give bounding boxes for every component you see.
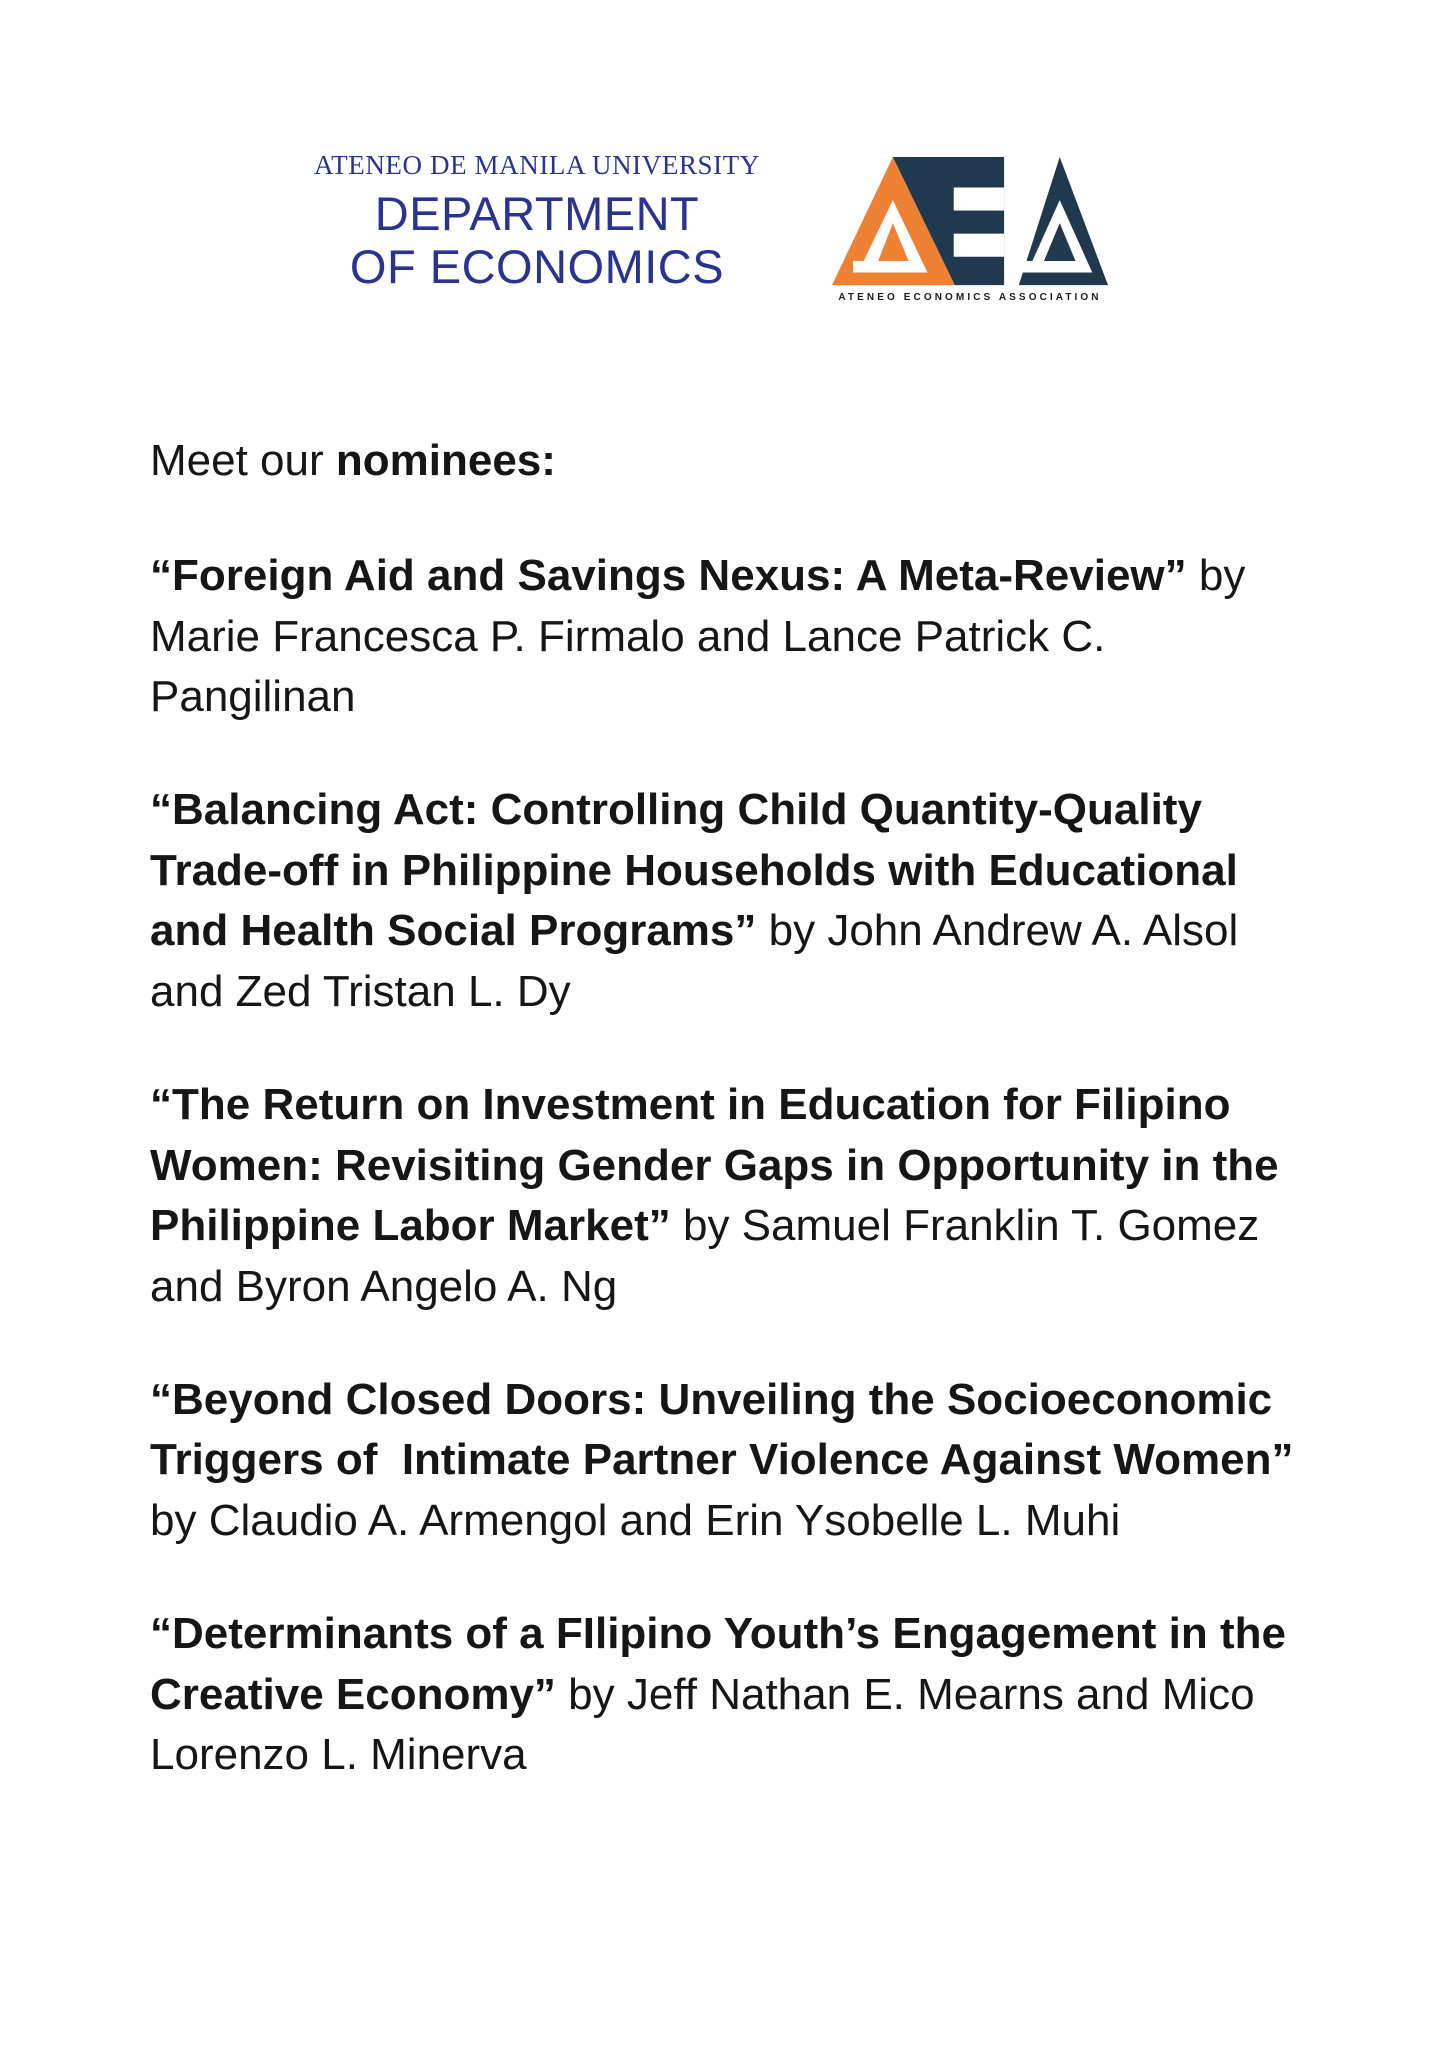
paper-title: “The Return on Investment in Education for Filipino Women: Revisiting Gender Gaps in Opportunity in the Philippine Labor Market”	[150, 1079, 1291, 1251]
paper-authors: by Samuel Franklin T. Gomez and Byron Angelo A. Ng	[150, 1201, 1272, 1312]
paper-authors: by John Andrew A. Alsol and Zed Tristan L. Dy	[150, 906, 1251, 1017]
aea-logo	[832, 156, 1108, 303]
university-name: ATENEO DE MANILA UNIVERSITY	[314, 150, 760, 180]
paper-authors: by Claudio A. Armengol and Erin Ysobelle L. Muhi	[150, 1435, 1306, 1546]
department-of-economics-word: OF ECONOMICS	[349, 239, 725, 293]
university-wordmark	[298, 150, 776, 293]
paper-authors: by Jeff Nathan E. Mearns and Mico Lorenzo L. Minerva	[150, 1669, 1267, 1780]
intro-bold-text: nominees:	[335, 436, 556, 486]
nominees-section	[0, 303, 1448, 1786]
nominee-entry-3	[150, 1075, 1320, 1318]
header	[0, 0, 1448, 303]
intro-regular-text: Meet our	[150, 436, 336, 486]
department-word: DEPARTMENT	[374, 187, 700, 240]
nominee-entry-2	[150, 780, 1320, 1023]
nominee-entry-4	[150, 1370, 1320, 1552]
paper-title: “Determinants of a FIlipino Youth’s Engagement in the Creative Economy”	[150, 1608, 1299, 1719]
intro-line	[150, 431, 1320, 492]
aea-logo-icon	[832, 156, 1108, 286]
nominee-entry-5	[150, 1604, 1320, 1786]
nominee-entry-1	[150, 546, 1320, 728]
paper-title: “Foreign Aid and Savings Nexus: A Meta-Review”	[150, 550, 1187, 600]
paper-title: “Balancing Act: Controlling Child Quantity-Quality Trade-off in Philippine Households with Educational and Health Social Programs”	[150, 785, 1251, 956]
paper-authors: by Marie Francesca P. Firmalo and Lance Patrick C. Pangilinan	[150, 550, 1258, 722]
paper-title: “Beyond Closed Doors: Unveiling the Socioeconomic Triggers of Intimate Partner Violence Against Women”	[150, 1374, 1294, 1485]
aea-logo-caption: ATENEO ECONOMICS ASSOCIATION	[838, 292, 1102, 304]
